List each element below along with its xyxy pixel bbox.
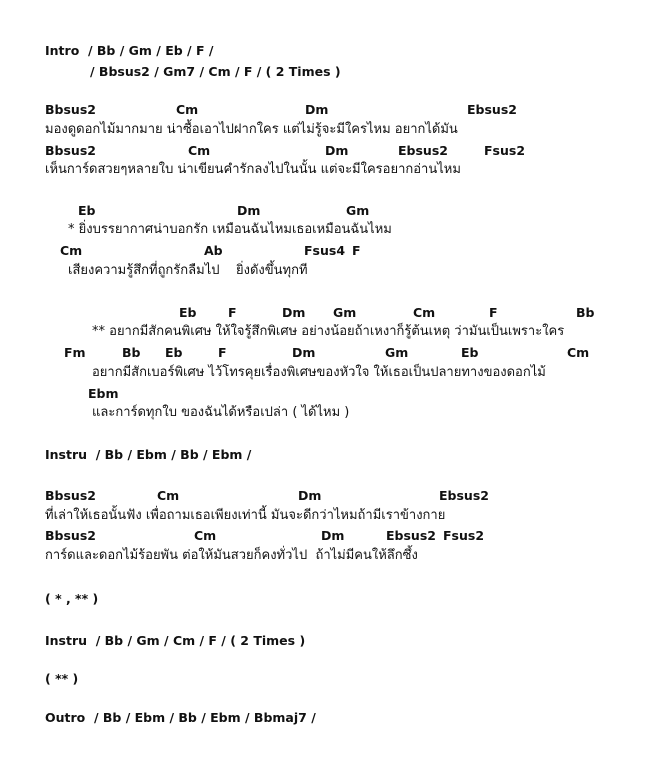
- chord: Bbsus2: [45, 143, 96, 158]
- chord: Dm: [237, 203, 261, 218]
- chord: Gm: [333, 305, 357, 320]
- outro-line: Outro / Bb / Ebm / Bb / Ebm / Bbmaj7 /: [45, 710, 316, 725]
- chord: Dm: [305, 102, 329, 117]
- chord: Cm: [157, 488, 180, 503]
- chord: Eb: [179, 305, 197, 320]
- chord: Cm: [194, 528, 217, 543]
- chord: Bb: [122, 345, 141, 360]
- instru-line-1: Instru / Bb / Ebm / Bb / Ebm /: [45, 447, 252, 462]
- repeat-marker-2: ( ** ): [45, 671, 79, 686]
- lyric-line: การ์ดและดอกไม้ร้อยพัน ต่อให้มันสวยก็คงทั่วไป ถ้าไม่มีคนให้ลึกซึ้ง: [45, 548, 418, 563]
- lyric-line: เห็นการ์ดสวยๆหลายใบ น่าเขียนคำรักลงไปในนั้น แต่จะมีใครอยากอ่านไหม: [45, 162, 461, 177]
- chord: Cm: [567, 345, 590, 360]
- lyric-line: และการ์ดทุกใบ ของฉันได้หรือเปล่า ( ได้ไหม ): [92, 405, 350, 420]
- instru-line-2: Instru / Bb / Gm / Cm / F / ( 2 Times ): [45, 633, 306, 648]
- chord: F: [218, 345, 227, 360]
- chord: Fsus2: [484, 143, 526, 158]
- chord: Cm: [188, 143, 211, 158]
- chord: Bbsus2: [45, 488, 96, 503]
- chord: Bbsus2: [45, 102, 96, 117]
- lyric-line: ** อยากมีสักคนพิเศษ ให้ใจรู้สึกพิเศษ อย่างน้อยถ้าเหงาก็รู้ต้นเหตุ ว่ามันเป็นเพราะใคร: [92, 324, 565, 339]
- chord: Eb: [78, 203, 96, 218]
- chord: F: [228, 305, 237, 320]
- repeat-marker-1: ( * , ** ): [45, 591, 99, 606]
- chord: F: [489, 305, 498, 320]
- chord: Dm: [321, 528, 345, 543]
- lyric-line: เสียงความรู้สึกที่ถูกรักลืมไป ยิ่งดังขึ้นทุกที: [68, 263, 308, 278]
- lyric-line: * ยิ่งบรรยากาศน่าบอกรัก เหมือนฉันไหมเธอเหมือนฉันไหม: [68, 222, 392, 237]
- chord: Eb: [165, 345, 183, 360]
- chord: Cm: [413, 305, 436, 320]
- lyric-line: มองดูดอกไม้มากมาย น่าซื้อเอาไปฝากใคร แต่ไม่รู้จะมีใครไหม อยากได้มัน: [45, 122, 458, 137]
- chord: Dm: [292, 345, 316, 360]
- chord: Fm: [64, 345, 86, 360]
- lyric-line: ที่เล่าให้เธอนั้นฟัง เพื่อถามเธอเพียงเท่านี้ มันจะดีกว่าไหมถ้ามีเราข้างกาย: [45, 508, 446, 523]
- chord: Dm: [325, 143, 349, 158]
- chord: F: [352, 243, 361, 258]
- chord: Gm: [385, 345, 409, 360]
- chord: Eb: [461, 345, 479, 360]
- chord: Ebsus2: [398, 143, 448, 158]
- chord: Ebsus2: [386, 528, 436, 543]
- chord: Fsus4: [304, 243, 346, 258]
- chord: Bbsus2: [45, 528, 96, 543]
- intro-line-1: Intro / Bb / Gm / Eb / F /: [45, 43, 214, 58]
- chord: Fsus2: [443, 528, 485, 543]
- intro-line-2: / Bbsus2 / Gm7 / Cm / F / ( 2 Times ): [90, 64, 341, 79]
- chord: Ebsus2: [439, 488, 489, 503]
- chord: Cm: [176, 102, 199, 117]
- chord: Bb: [576, 305, 595, 320]
- chord: Ebm: [88, 386, 119, 401]
- chord: Ebsus2: [467, 102, 517, 117]
- lyric-line: อยากมีสักเบอร์พิเศษ ไว้โทรคุยเรื่องพิเศษของหัวใจ ให้เธอเป็นปลายทางของดอกไม้: [92, 365, 546, 380]
- chord: Dm: [298, 488, 322, 503]
- chord: Gm: [346, 203, 370, 218]
- chord: Dm: [282, 305, 306, 320]
- chord: Cm: [60, 243, 83, 258]
- chord: Ab: [204, 243, 223, 258]
